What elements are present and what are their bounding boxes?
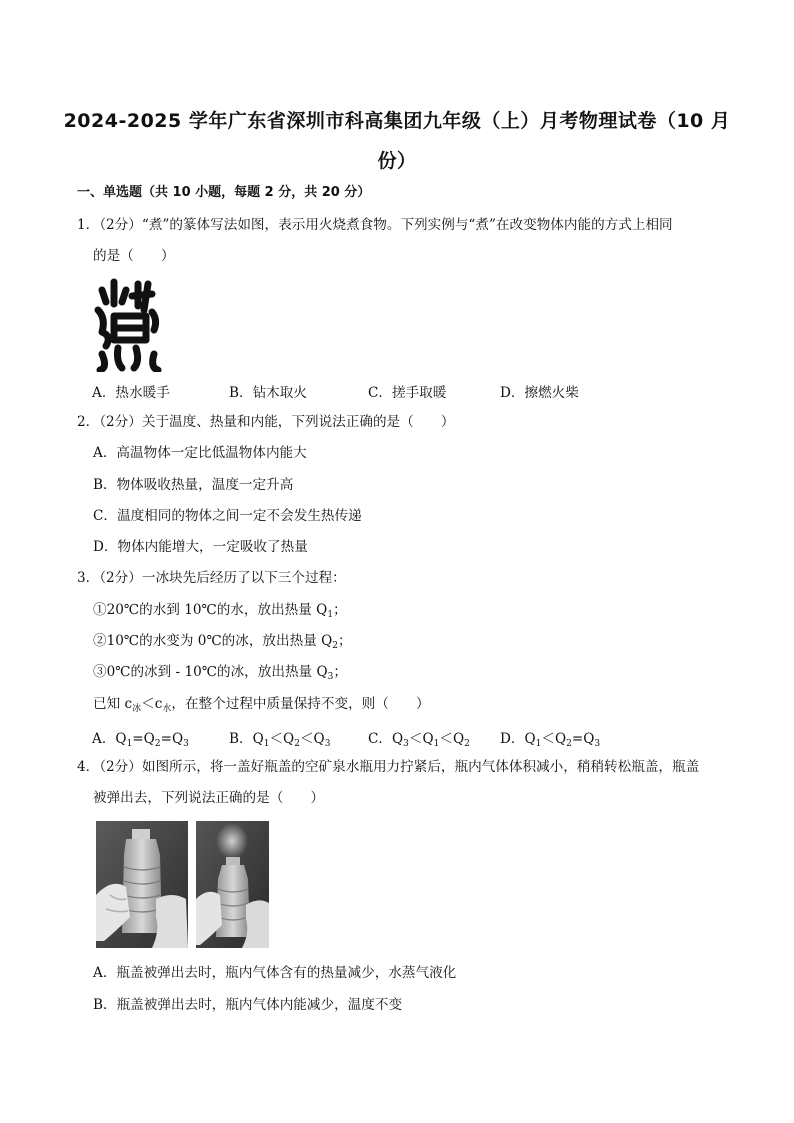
q3-known-condition: [93, 694, 430, 719]
q3-b-s1: 1: [263, 739, 270, 749]
bottle-photo-2: [196, 821, 269, 948]
q3-option-d: [500, 727, 600, 749]
q3-d-label: D．Q: [500, 731, 536, 747]
q3-option-b: [229, 727, 330, 749]
q3-known-sub-ice: 冰: [132, 704, 142, 714]
q3-b-s3: 3: [324, 739, 331, 749]
q3-b-t2: ＜Q: [299, 731, 325, 747]
q2-stem: 2．（2分）关于温度、热量和内能，下列说法正确的是（ ）: [77, 414, 455, 430]
q3-b-t1: ＜Q: [269, 731, 295, 747]
q3-c-s2: 1: [433, 739, 440, 749]
section-heading: 一、单选题（共 10 小题，每题 2 分，共 20 分）: [77, 185, 371, 200]
q4-stem-line1: 4．（2分）如图所示，将一盖好瓶盖的空矿泉水瓶用力拧紧后，瓶内气体体积减小，稍稍转松瓶盖，瓶盖: [77, 759, 700, 775]
q3-process-2: [93, 631, 352, 656]
q4-option-b: B．瓶盖被弹出去时，瓶内气体内能减少，温度不变: [93, 997, 403, 1013]
q4-stem-line2: 被弹出去，下列说法正确的是（ ）: [93, 790, 325, 806]
q3-a-s3: 3: [183, 739, 189, 749]
q3-c-s3: 2: [464, 739, 470, 749]
bottle-photo-1: [96, 821, 188, 948]
q3-a-t1: =Q: [132, 731, 155, 747]
q1-option-c: C．搓手取暖: [368, 385, 447, 401]
page-title-line2: 份）: [377, 150, 417, 172]
q3-c-t2: ＜Q: [439, 731, 465, 747]
q3-option-a: [92, 727, 189, 749]
q1-option-a: A．热水暖手: [92, 385, 170, 401]
q3-process-3: [93, 662, 347, 687]
q3-process-1-sub: 1: [327, 610, 334, 620]
q4-option-a: A．瓶盖被弹出去时，瓶内气体含有的热量减少，水蒸气液化: [93, 965, 457, 981]
q3-b-s2: 2: [294, 739, 300, 749]
q2-option-b: B．物体吸收热量，温度一定升高: [93, 477, 294, 493]
seal-script-zhu-character-image: [92, 276, 164, 372]
q1-option-d: D．擦燃火柴: [500, 385, 579, 401]
q3-process-2-text: ②10℃的水变为 0℃的冰，放出热量 Q: [93, 633, 333, 649]
q3-known-post: ，在整个过程中质量保持不变，则（ ）: [171, 696, 430, 712]
q3-process-1: [93, 600, 347, 625]
q3-option-c: [368, 727, 470, 749]
q3-process-1-end: ；: [333, 602, 347, 618]
q3-known-sub-water: 水: [162, 704, 172, 714]
q3-c-label: C．Q: [368, 731, 404, 747]
q3-known-mid: ＜c: [141, 696, 163, 712]
q3-d-s1: 1: [535, 739, 542, 749]
q3-process-3-end: ；: [333, 664, 347, 680]
q2-option-a: A．高温物体一定比低温物体内能大: [93, 445, 307, 461]
q3-c-t1: ＜Q: [408, 731, 434, 747]
q3-a-s2: 2: [154, 739, 161, 749]
q1-option-b: B．钻木取火: [229, 385, 307, 401]
q3-d-s2: 2: [566, 739, 572, 749]
q1-stem-line2: 的是（ ）: [93, 248, 175, 264]
q3-known-pre: 已知 c: [93, 696, 133, 712]
q3-process-2-end: ；: [338, 633, 352, 649]
q3-stem: 3．（2分）一冰块先后经历了以下三个过程：: [77, 570, 346, 586]
q3-d-t1: ＜Q: [541, 731, 567, 747]
q3-process-2-sub: 2: [332, 641, 339, 651]
q3-a-s1: 1: [126, 739, 133, 749]
q3-b-label: B．Q: [229, 731, 264, 747]
q3-process-3-sub: 3: [327, 672, 334, 682]
q1-stem-line1: 1．（2分）“煮”的篆体写法如图，表示用火烧煮食物。下列实例与“煮”在改变物体内能的方式上相同: [77, 217, 673, 233]
q3-d-t2: =Q: [571, 731, 595, 747]
q2-option-c: C．温度相同的物体之间一定不会发生热传递: [93, 508, 362, 524]
q2-option-d: D．物体内能增大，一定吸收了热量: [93, 539, 308, 555]
q3-process-3-text: ③0℃的冰到 - 10℃的冰，放出热量 Q: [93, 664, 328, 680]
q3-process-1-text: ①20℃的水到 10℃的水，放出热量 Q: [93, 602, 328, 618]
q3-c-s1: 3: [403, 739, 409, 749]
q3-a-t2: =Q: [160, 731, 184, 747]
page-title-line1: 2024-2025 学年广东省深圳市科高集团九年级（上）月考物理试卷（10 月: [63, 110, 731, 132]
q3-d-s3: 3: [594, 739, 601, 749]
q3-a-label: A．Q: [92, 731, 127, 747]
